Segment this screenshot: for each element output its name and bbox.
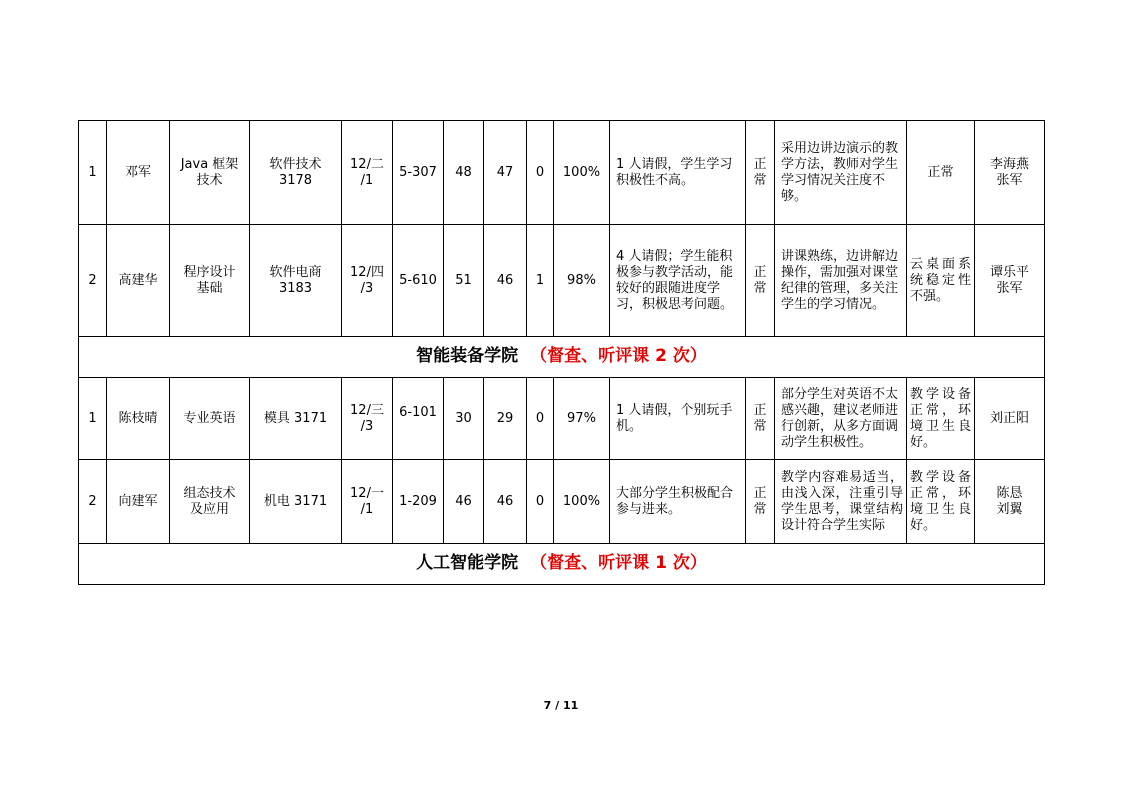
section-header — [79, 337, 1045, 378]
inspector-name: 刘翼 — [996, 501, 1023, 517]
date-line: /1 — [360, 172, 374, 188]
course-name — [170, 121, 250, 225]
environment-status: 教学设备正常，环境卫生良好。 — [907, 378, 975, 460]
class-line: 软件电商 — [269, 264, 322, 280]
row-number: 2 — [79, 460, 107, 544]
order-char: 常 — [753, 172, 767, 188]
section-header-row — [79, 337, 1045, 378]
actual-count: 46 — [484, 460, 527, 544]
class-name: 机电 3171 — [250, 460, 342, 544]
class-line: 软件技术 — [269, 156, 322, 172]
order-char: 正 — [753, 156, 767, 172]
classroom: 5-610 — [393, 225, 444, 337]
order-char: 正 — [753, 264, 767, 280]
date-line: 12/二 — [350, 156, 384, 172]
student-status: 1 人请假，个别玩手机。 — [610, 378, 746, 460]
attendance-rate: 100% — [554, 460, 610, 544]
inspector-name: 李海燕 — [989, 156, 1029, 172]
teacher-name: 向建军 — [107, 460, 170, 544]
order-char: 常 — [753, 280, 767, 296]
inspector-name: 谭乐平 — [989, 264, 1029, 280]
expected-count: 48 — [444, 121, 484, 225]
absent-count: 0 — [527, 378, 554, 460]
environment-status: 正常 — [907, 121, 975, 225]
inspector-name: 陈恳 — [996, 485, 1023, 501]
absent-count: 0 — [527, 121, 554, 225]
expected-count: 46 — [444, 460, 484, 544]
student-status: 大部分学生积极配合参与进来。 — [610, 460, 746, 544]
section-title: 智能装备学院 — [416, 346, 519, 366]
date-line: /3 — [360, 418, 374, 434]
attendance-rate: 100% — [554, 121, 610, 225]
teaching-comment: 讲课熟练，边讲解边操作，需加强对课堂纪律的管理，多关注学生的学习情况。 — [775, 225, 907, 337]
course-line: Java 框架 — [180, 156, 239, 172]
class-name: 模具 3171 — [250, 378, 342, 460]
course-name: 专业英语 — [170, 378, 250, 460]
course-line: 及应用 — [189, 501, 229, 517]
class-order — [746, 225, 775, 337]
date-line: 12/四 — [350, 264, 384, 280]
classroom: 5-307 — [393, 121, 444, 225]
actual-count: 47 — [484, 121, 527, 225]
inspectors — [975, 225, 1045, 337]
table-row — [79, 225, 1045, 337]
lesson-date — [342, 225, 393, 337]
lesson-date — [342, 460, 393, 544]
table-row — [79, 121, 1045, 225]
class-order — [746, 460, 775, 544]
section-note: （督查、听评课 1 次） — [530, 553, 707, 573]
attendance-rate: 97% — [554, 378, 610, 460]
row-number: 2 — [79, 225, 107, 337]
teaching-comment: 教学内容难易适当，由浅入深，注重引导学生思考，课堂结构设计符合学生实际 — [775, 460, 907, 544]
inspectors — [975, 121, 1045, 225]
class-name — [250, 121, 342, 225]
date-line: /1 — [360, 501, 374, 517]
teacher-name: 陈枝晴 — [107, 378, 170, 460]
inspectors: 刘正阳 — [975, 378, 1045, 460]
absent-count: 0 — [527, 460, 554, 544]
actual-count: 46 — [484, 225, 527, 337]
lesson-date — [342, 121, 393, 225]
inspector-name: 张军 — [996, 172, 1023, 188]
student-status: 1 人请假，学生学习积极性不高。 — [610, 121, 746, 225]
section-note: （督查、听评课 2 次） — [530, 346, 707, 366]
actual-count: 29 — [484, 378, 527, 460]
absent-count: 1 — [527, 225, 554, 337]
course-line: 技术 — [196, 172, 223, 188]
environment-status: 云桌面系统稳定性不强。 — [907, 225, 975, 337]
order-char: 常 — [753, 501, 767, 517]
course-line: 基础 — [196, 280, 223, 296]
course-line: 程序设计 — [183, 264, 236, 280]
section-title: 人工智能学院 — [416, 553, 519, 573]
course-name — [170, 225, 250, 337]
order-char: 常 — [753, 418, 767, 434]
expected-count: 30 — [444, 378, 484, 460]
environment-status: 教学设备正常，环境卫生良好。 — [907, 460, 975, 544]
lesson-date — [342, 378, 393, 460]
row-number: 1 — [79, 121, 107, 225]
classroom: 6-101 — [393, 378, 444, 460]
order-char: 正 — [753, 402, 767, 418]
class-line: 3183 — [278, 280, 313, 296]
teacher-name: 高建华 — [107, 225, 170, 337]
class-order — [746, 121, 775, 225]
inspector-name: 张军 — [996, 280, 1023, 296]
inspection-table — [78, 120, 1045, 585]
class-name — [250, 225, 342, 337]
inspectors — [975, 460, 1045, 544]
course-name — [170, 460, 250, 544]
order-char: 正 — [753, 485, 767, 501]
expected-count: 51 — [444, 225, 484, 337]
table-row — [79, 378, 1045, 460]
page-number: 7 / 11 — [543, 699, 579, 712]
course-line: 组态技术 — [183, 485, 236, 501]
date-line: 12/一 — [350, 485, 384, 501]
teaching-comment: 部分学生对英语不太感兴趣，建议老师进行创新，从多方面调动学生积极性。 — [775, 378, 907, 460]
teacher-name: 邓军 — [107, 121, 170, 225]
classroom: 1-209 — [393, 460, 444, 544]
student-status: 4 人请假；学生能积极参与教学活动，能较好的跟随进度学习，积极思考问题。 — [610, 225, 746, 337]
date-line: /3 — [360, 280, 374, 296]
teaching-comment: 采用边讲边演示的教学方法，教师对学生学习情况关注度不够。 — [775, 121, 907, 225]
table-row — [79, 460, 1045, 544]
class-order — [746, 378, 775, 460]
section-header — [79, 544, 1045, 585]
attendance-rate: 98% — [554, 225, 610, 337]
section-header-row — [79, 544, 1045, 585]
date-line: 12/三 — [350, 402, 384, 418]
class-line: 3178 — [278, 172, 313, 188]
row-number: 1 — [79, 378, 107, 460]
